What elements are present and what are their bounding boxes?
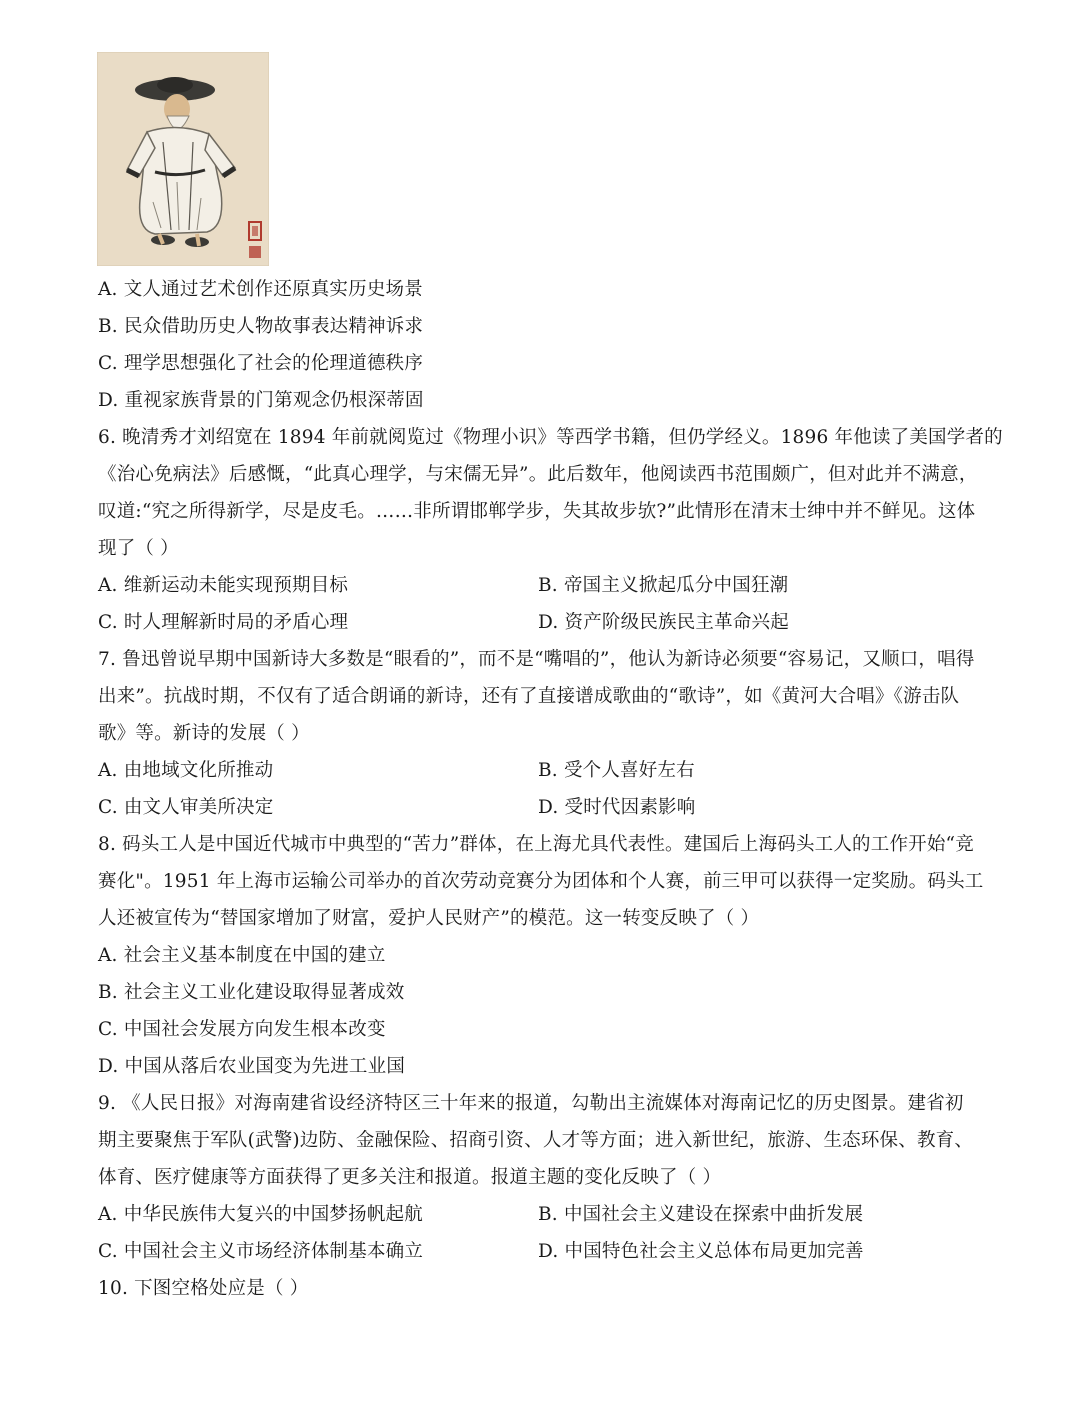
q6-option-d: D. 资产阶级民族民主革命兴起: [538, 612, 789, 633]
q8-option-a: A. 社会主义基本制度在中国的建立: [98, 945, 386, 966]
q6-options-row: [98, 611, 988, 635]
q5-option-b: B. 民众借助历史人物故事表达精神诉求: [98, 316, 424, 337]
q8-stem-line: 赛化"。1951 年上海市运输公司举办的首次劳动竞赛分为团体和个人赛，前三甲可以获得一定奖励。码头工: [98, 871, 984, 892]
q9-stem-line: 期主要聚焦于军队(武警)边防、金融保险、招商引资、人才等方面；进入新世纪，旅游、生态环保、教育、: [98, 1130, 974, 1151]
q6-option-c: C. 时人理解新时局的矛盾心理: [98, 612, 349, 633]
q6-options-row: [98, 574, 988, 598]
q8-stem-line: 8. 码头工人是中国近代城市中典型的“苦力”群体，在上海尤具代表性。建国后上海码头工人的工作开始“竞: [98, 834, 974, 855]
q7-options-row: [98, 796, 988, 820]
q5-option-c: C. 理学思想强化了社会的伦理道德秩序: [98, 353, 424, 374]
q9-options-row: [98, 1203, 988, 1227]
q9-option-b: B. 中国社会主义建设在探索中曲折发展: [538, 1204, 864, 1225]
q8-option-c: C. 中国社会发展方向发生根本改变: [98, 1019, 386, 1040]
q5-option-d: D. 重视家族背景的门第观念仍根深蒂固: [98, 390, 424, 411]
q7-option-a: A. 由地域文化所推动: [98, 760, 274, 781]
q7-option-c: C. 由文人审美所决定: [98, 797, 274, 818]
q7-option-b: B. 受个人喜好左右: [538, 760, 695, 781]
painting-figure: [97, 52, 269, 266]
q10-stem: 10. 下图空格处应是（ ）: [98, 1278, 309, 1299]
q8-option-b: B. 社会主义工业化建设取得显著成效: [98, 982, 405, 1003]
q6-option-b: B. 帝国主义掀起瓜分中国狂潮: [538, 575, 789, 596]
q6-stem-line: 叹道:“究之所得新学，尽是皮毛。……非所谓邯郸学步，失其故步欤?”此情形在清末士绅中并不鲜见。这体: [98, 501, 976, 522]
q7-stem-line: 7. 鲁迅曾说早期中国新诗大多数是“眼看的”，而不是“嘴唱的”，他认为新诗必须要“容易记，又顺口，唱得: [98, 649, 975, 670]
q5-option-a: A. 文人通过艺术创作还原真实历史场景: [98, 279, 423, 300]
q9-stem-line: 9. 《人民日报》对海南建省设经济特区三十年来的报道，勾勒出主流媒体对海南记忆的历史图景。建省初: [98, 1093, 964, 1114]
q7-stem-line: 出来”。抗战时期，不仅有了适合朗诵的新诗，还有了直接谱成歌曲的“歌诗”，如《黄河大合唱》《游击队: [98, 686, 960, 707]
q6-stem-line: 6. 晚清秀才刘绍宽在 1894 年前就阅览过《物理小识》等西学书籍，但仍学经义。1896 年他读了美国学者的: [98, 427, 1003, 448]
q7-stem-line: 歌》等。新诗的发展（ ）: [98, 723, 310, 744]
q6-stem-line: 《治心免病法》后感慨，“此真心理学，与宋儒无异”。此后数年，他阅读西书范围颇广，但对此并不满意，: [98, 464, 978, 485]
q7-option-d: D. 受时代因素影响: [538, 797, 696, 818]
q7-options-row: [98, 759, 988, 783]
q9-options-row: [98, 1240, 988, 1264]
q9-option-a: A. 中华民族伟大复兴的中国梦扬帆起航: [98, 1204, 423, 1225]
q9-option-d: D. 中国特色社会主义总体布局更加完善: [538, 1241, 864, 1262]
q9-stem-line: 体育、医疗健康等方面获得了更多关注和报道。报道主题的变化反映了（ ）: [98, 1167, 722, 1188]
q8-option-d: D. 中国从落后农业国变为先进工业国: [98, 1056, 406, 1077]
q8-stem-line: 人还被宣传为“替国家增加了财富，爱护人民财产”的模范。这一转变反映了（ ）: [98, 908, 760, 929]
q6-option-a: A. 维新运动未能实现预期目标: [98, 575, 349, 596]
q6-stem-line: 现了（ ）: [98, 538, 179, 559]
scholar-painting-image: [97, 52, 269, 266]
q9-option-c: C. 中国社会主义市场经济体制基本确立: [98, 1241, 424, 1262]
